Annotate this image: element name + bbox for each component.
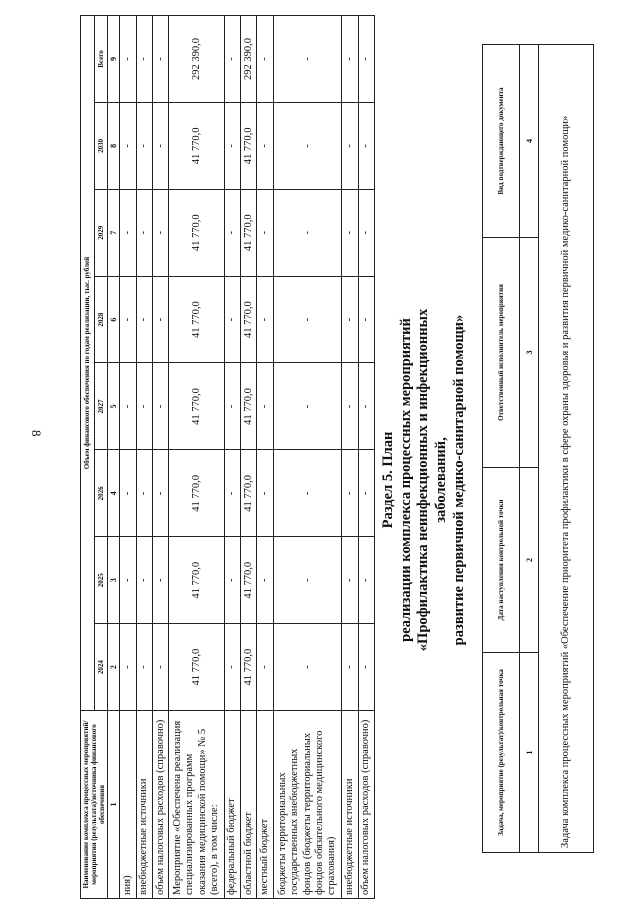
row-value: 41 770,0 xyxy=(241,189,257,276)
year-header: 2028 xyxy=(94,276,108,363)
row-value: - xyxy=(136,16,152,103)
row-value: - xyxy=(224,450,240,537)
column-number-row xyxy=(108,16,120,899)
section-heading-wrapper xyxy=(380,290,480,670)
row-name: местный бюджет xyxy=(257,711,273,899)
year-header: 2024 xyxy=(94,624,108,711)
row-name: внебюджетные источники xyxy=(342,711,358,899)
row-value: 41 770,0 xyxy=(241,276,257,363)
row-name: бюджеты территориальных государственных внебюджетных фондов (бюджеты территориальных фондов обязательного медицинского страхования) xyxy=(273,711,342,899)
row-value: 41 770,0 xyxy=(169,189,225,276)
finance-body xyxy=(120,16,375,899)
year-header: Всего xyxy=(94,16,108,103)
row-value: - xyxy=(136,276,152,363)
row-value: - xyxy=(358,16,374,103)
row-value: - xyxy=(224,276,240,363)
row-value: - xyxy=(224,102,240,189)
column-number: 3 xyxy=(108,537,120,624)
year-header: 2026 xyxy=(94,450,108,537)
row-value: - xyxy=(273,102,342,189)
row-value: - xyxy=(358,450,374,537)
finance-row xyxy=(136,16,152,899)
row-value: - xyxy=(358,363,374,450)
row-value: - xyxy=(342,189,358,276)
row-value: - xyxy=(342,450,358,537)
row-value: - xyxy=(257,450,273,537)
row-value: - xyxy=(136,624,152,711)
row-value: - xyxy=(342,16,358,103)
header-name: Наименование комплекса процессных мероприятий/мероприятия (результата)/источника финансового обеспечения xyxy=(81,711,108,899)
row-value: 41 770,0 xyxy=(241,624,257,711)
row-value: - xyxy=(273,16,342,103)
row-value: - xyxy=(224,363,240,450)
row-value: - xyxy=(152,276,168,363)
plan-colnum: 3 xyxy=(520,238,539,468)
section-line-3: развитие первичной медико-санитарной помощи» xyxy=(450,314,467,646)
year-header: 2027 xyxy=(94,363,108,450)
finance-row xyxy=(257,16,273,899)
plan-header-executor: Ответственный исполнитель мероприятия xyxy=(483,238,520,468)
plan-table xyxy=(482,44,594,853)
column-number: 8 xyxy=(108,102,120,189)
row-value: 41 770,0 xyxy=(169,537,225,624)
row-value: - xyxy=(136,537,152,624)
plan-header-task: Задача, мероприятие (результат)/контрольная точка xyxy=(483,653,520,853)
row-value: - xyxy=(120,189,136,276)
row-value: - xyxy=(136,450,152,537)
row-value: - xyxy=(136,363,152,450)
column-number: 9 xyxy=(108,16,120,103)
year-header: 2029 xyxy=(94,189,108,276)
row-value: - xyxy=(224,189,240,276)
row-value: - xyxy=(120,624,136,711)
row-value: - xyxy=(152,16,168,103)
row-value: - xyxy=(257,276,273,363)
finance-table-wrapper xyxy=(80,15,370,899)
row-value: - xyxy=(342,537,358,624)
row-name: ния) xyxy=(120,711,136,899)
row-value: - xyxy=(152,189,168,276)
row-value: - xyxy=(273,537,342,624)
finance-row xyxy=(169,16,225,899)
row-value: 41 770,0 xyxy=(241,450,257,537)
column-number: 2 xyxy=(108,624,120,711)
row-value: - xyxy=(152,102,168,189)
row-value: - xyxy=(358,537,374,624)
row-value: - xyxy=(257,16,273,103)
column-number: 6 xyxy=(108,276,120,363)
finance-row xyxy=(241,16,257,899)
row-value: - xyxy=(342,102,358,189)
finance-table xyxy=(80,15,375,899)
plan-colnum-row xyxy=(520,45,539,853)
row-value: 292 390,0 xyxy=(169,16,225,103)
section-line-2: «Профилактика неинфекционных и инфекционных заболеваний, xyxy=(415,308,450,652)
row-name: внебюджетные источники xyxy=(136,711,152,899)
row-value: - xyxy=(120,537,136,624)
row-value: - xyxy=(136,102,152,189)
row-value: 41 770,0 xyxy=(169,450,225,537)
section-title: Раздел 5. План xyxy=(380,431,396,529)
page-number: 8 xyxy=(29,430,44,437)
finance-row xyxy=(358,16,374,899)
finance-row xyxy=(342,16,358,899)
row-value: - xyxy=(120,363,136,450)
row-value: - xyxy=(342,276,358,363)
row-value: - xyxy=(120,16,136,103)
row-name: объем налоговых расходов (справочно) xyxy=(358,711,374,899)
row-value: - xyxy=(257,102,273,189)
row-value: - xyxy=(152,537,168,624)
row-value: - xyxy=(358,189,374,276)
finance-row xyxy=(273,16,342,899)
header-group: Объем финансового обеспечения по годам реализации, тыс. рублей xyxy=(81,16,95,711)
row-value: 41 770,0 xyxy=(169,276,225,363)
row-value: - xyxy=(273,189,342,276)
plan-task-text: Задача комплекса процессных мероприятий «Обеспечение приоритета профилактики в сфере охраны здоровья и развития первичной медико-санитарной помощи» xyxy=(539,45,594,853)
column-number: 5 xyxy=(108,363,120,450)
row-value: - xyxy=(120,276,136,363)
row-value: - xyxy=(273,363,342,450)
row-value: - xyxy=(342,624,358,711)
row-value: - xyxy=(273,624,342,711)
plan-colnum: 4 xyxy=(520,45,539,238)
plan-table-wrapper xyxy=(482,45,594,853)
row-value: 41 770,0 xyxy=(241,537,257,624)
column-number: 4 xyxy=(108,450,120,537)
row-value: - xyxy=(257,624,273,711)
row-value: - xyxy=(224,537,240,624)
row-name: объем налоговых расходов (справочно) xyxy=(152,711,168,899)
column-number: 7 xyxy=(108,189,120,276)
row-value: - xyxy=(358,102,374,189)
row-value: - xyxy=(273,276,342,363)
row-value: - xyxy=(152,624,168,711)
row-value: - xyxy=(152,363,168,450)
row-value: - xyxy=(120,450,136,537)
year-header: 2030 xyxy=(94,102,108,189)
finance-row xyxy=(152,16,168,899)
year-header: 2025 xyxy=(94,537,108,624)
row-value: - xyxy=(257,537,273,624)
row-name: федеральный бюджет xyxy=(224,711,240,899)
finance-row xyxy=(120,16,136,899)
plan-colnum: 2 xyxy=(520,468,539,653)
row-value: - xyxy=(224,16,240,103)
row-value: - xyxy=(257,189,273,276)
plan-colnum: 1 xyxy=(520,653,539,853)
plan-header-row xyxy=(483,45,520,853)
plan-task-row xyxy=(539,45,594,853)
row-name: Мероприятие «Обеспечена реализация специализированных программ оказания медицинской помощи» № 5 (всего), в том числе: xyxy=(169,711,225,899)
row-value: - xyxy=(358,624,374,711)
row-value: - xyxy=(257,363,273,450)
row-value: - xyxy=(224,624,240,711)
column-number: 1 xyxy=(108,711,120,899)
row-value: 41 770,0 xyxy=(169,624,225,711)
row-value: 41 770,0 xyxy=(241,363,257,450)
row-value: 41 770,0 xyxy=(169,363,225,450)
row-value: - xyxy=(120,102,136,189)
row-value: - xyxy=(273,450,342,537)
section-line-1: реализации комплекса процессных мероприятий xyxy=(397,318,414,642)
row-value: 41 770,0 xyxy=(169,102,225,189)
row-value: - xyxy=(358,276,374,363)
row-value: - xyxy=(136,189,152,276)
row-value: 41 770,0 xyxy=(241,102,257,189)
finance-header-row xyxy=(81,16,95,899)
row-name: областной бюджет xyxy=(241,711,257,899)
section-heading xyxy=(380,290,480,670)
finance-row xyxy=(224,16,240,899)
row-value: 292 390,0 xyxy=(241,16,257,103)
plan-header-date: Дата наступления контрольной точки xyxy=(483,468,520,653)
row-value: - xyxy=(342,363,358,450)
row-value: - xyxy=(152,450,168,537)
plan-header-document: Вид подтверждающего документа xyxy=(483,45,520,238)
